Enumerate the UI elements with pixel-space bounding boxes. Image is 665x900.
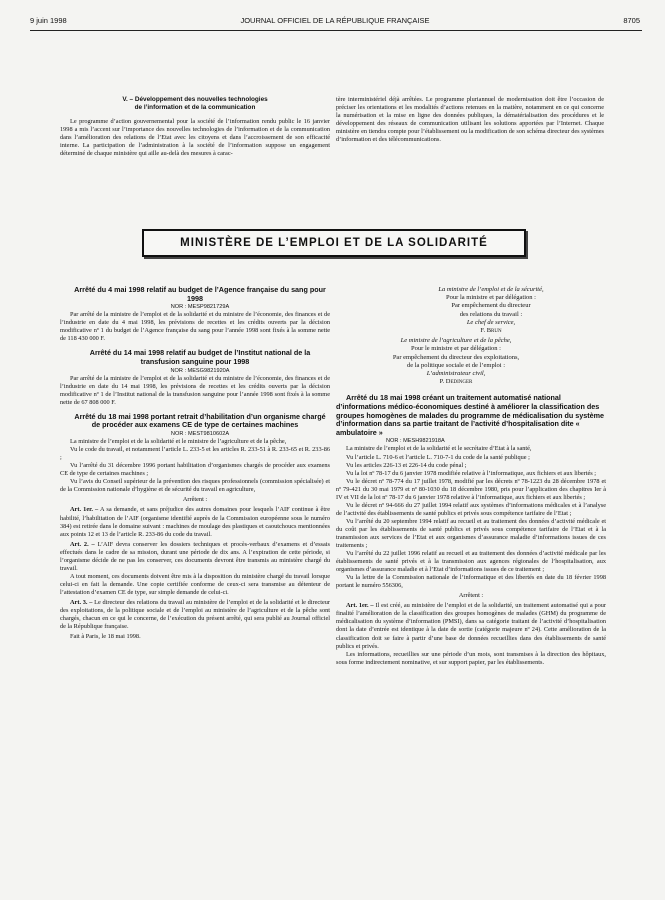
arrete-1-title: Arrêté du 4 mai 1998 relatif au budget de l’Agence française du sang pour 1998: [74, 285, 326, 303]
header-journal: JOURNAL OFFICIEL DE LA RÉPUBLIQUE FRANÇAISE: [240, 16, 430, 25]
article-1-para: Les informations, recueillies sur une période d’un mois, sont transmises à la direction des hôpitaux, sous forme indirectement nominative, et sur support papier, par les établissements.: [336, 650, 606, 666]
ministry-banner: MINISTÈRE DE L’EMPLOI ET DE LA SOLIDARITÉ: [142, 229, 526, 257]
right-column: [336, 286, 606, 667]
article-1-label: Art. 1er. –: [70, 506, 99, 514]
article-2-para: A tout moment, ces documents doivent être mis à la disposition du ministère chargé du travail lorsque celui-ci en fait la demande. Une copie certifiée conforme de ceux-ci sera transmise au détenteur de l’attestation d’examen CE de type, sur simple demande de celui-ci.: [60, 572, 330, 596]
page-header: [30, 16, 640, 30]
arrete-3-para: La ministre de l’emploi et de la solidarité et le ministre de l’agriculture et de la pêche,: [70, 438, 287, 446]
signature-line: Par empêchement du directeur: [451, 302, 531, 310]
signature-block-2: [336, 337, 606, 386]
arrete-2-title: Arrêté du 14 mai 1998 relatif au budget de l’Institut national de la transfusion sanguine pour 1998: [89, 348, 311, 367]
article-1-text: Il est créé, au ministère de l’emploi et de la solidarité, un traitement automatisé qui a pour finalité l’amélioration de la classification des groupes homogènes de malades (GHM) du programme de médicalisation du système d’information (PMSI), dans sa catégorie traitant de l’activité d’hospitalisation dont la date d’entrée est identique à la date de sortie (catégorie majeure nº 24). Cette amélioration de la classification doit se faire à partir d’une base de données recueillies dans des établissements de santé publics et privés.: [336, 602, 607, 650]
signature-role-text: Le ministre de l’agriculture et de la pêche,: [400, 337, 512, 345]
signature-line: [366, 319, 606, 327]
arrete-3-para: Vu l’avis du Conseil supérieur de la prévention des risques professionnels (commission spécialisée) et de la Commission nationale d’hygiène et de sécurité du travail en agriculture,: [60, 478, 330, 494]
arrete-2-text: Par arrêté de la ministre de l’emploi et de la solidarité et du ministre de l’économie, des finances et de l’industrie en date du 14 mai 1998, les prévisions de recettes et les crédits ouverts par la décision modificative nº 1 de l’Institut national de la transfusion sanguine pour l’année 1998 sont fixés à la somme nette de 67 808 000 F.: [60, 374, 330, 406]
arrete-3-title: Arrêté du 18 mai 1998 portant retrait d’habilitation d’un organisme chargé de procéder aux examens CE de type de certaines machines: [74, 411, 326, 430]
arrete-2-nor: NOR : MESG9821920A: [170, 367, 230, 374]
top-left-paragraph: Le programme d’action gouvernemental pour la société de l’information rendu public le 16 janvier 1998 a mis l’accent sur l’importance des nouvelles technologies de l’information et de la communication dans l’amélioration des relations de l’Etat avec les citoyens et dans l’accroissement de son efficacité interne. La participation de l’administration à la société de l’information suppose un engagement déterminé de chaque ministère qui aille au-delà des mesures à carac-: [60, 118, 330, 158]
arrete-4-para: Vu la loi nº 78-17 du 6 janvier 1978 modifiée relative à l’informatique, aux fichiers et aux libertés ;: [346, 469, 597, 477]
signature-block-1: [336, 286, 606, 335]
arrete-4-para: Vu le décret nº 78-774 du 17 juillet 1978, modifié par les décrets nº 78-1223 du 28 décembre 1978 et nº 79-421 du 30 mai 1979 et nº 80-1030 du 18 décembre 1980, pris pour l’application des chapitres Ier à IV et VII de la loi nº 78-17 du 6 janvier 1978 relative à l’informatique, aux fichiers et aux libertés ;: [336, 477, 606, 501]
top-right-paragraph: tère interministériel déjà arrêtées. Le programme pluriannuel de modernisation doit être l’occasion de préciser les orientations et les modalités d’actions retenues en la matière, notamment en ce qui concerne la numérisation et la mise en ligne des données publiques, la dématérialisation des procédures et le développement des réseaux de communication utilisant les solutions apportées par l’Internet. Chaque ministère en tiendra compte pour l’établissement ou la modification de son schéma directeur des systèmes d’information et des télécommunications.: [336, 96, 604, 144]
arrete-4-para: Vu la lettre de la Commission nationale de l’informatique et des libertés en date du 18 février 1998 portant le numéro 556306,: [336, 574, 606, 590]
arrete-4-para: Vu les articles 226-13 et 226-14 du code pénal ;: [346, 461, 467, 469]
article-3-text: Le directeur des relations du travail au ministère de l’emploi et de la solidarité et le directeur des exploitations, de la politique sociale et de l’emploi au ministère de l’agriculture et de la pêche sont chargés, chacun en ce qui le concerne, de l’exécution du présent arrêté, qui sera publié au Journal officiel de la République française.: [60, 598, 330, 631]
signature-line: [336, 370, 566, 378]
arrete-3-para: Vu l’arrêté du 31 décembre 1996 portant habilitation d’organismes chargés de procéder aux examens CE de type de certaines machines ;: [60, 462, 330, 478]
arrete-1-text: Par arrêté de la ministre de l’emploi et de la solidarité et du ministre de l’économie, des finances et de l’industrie en date du 4 mai 1998, les prévisions de recettes et les crédits ouverts par la décision modificative nº 1 du budget de l’Agence française du sang pour l’année 1998 sont fixés à la somme nette de 118 430 000 F.: [60, 311, 330, 343]
arrete-4-para: La ministre de l’emploi et de la solidarité et le secrétaire d’Etat à la santé,: [346, 445, 532, 453]
article-2: [60, 541, 330, 573]
signature-line: Pour la ministre et par délégation :: [446, 294, 536, 302]
section-title: [60, 96, 330, 112]
section-title-line-1: V. – Développement des nouvelles technologies: [122, 96, 268, 103]
arretent-heading: Arrêtent :: [182, 496, 208, 504]
article-2-text: L’AIF devra conserver les dossiers techniques et procès-verbaux d’examens et d’essais effectués dans le cadre de sa mission, durant une période de dix ans. A l’expiration de cette période, si l’organisme décide de ne pas les conserver, ces documents devront être transmis au ministère chargé du travail.: [60, 540, 330, 572]
arrete-4-para: Vu le décret nº 94-666 du 27 juillet 1994 relatif aux systèmes d’informations médicales et à l’analyse de l’activité des établissements de santé publics et privés sous compétence tarifaire de l’Etat ;: [336, 501, 606, 517]
arrete-1-nor: NOR : MESP9821729A: [170, 304, 230, 311]
signature-line: des relations du travail :: [459, 310, 523, 318]
signature-line: de la politique sociale et de l’emploi :: [406, 361, 505, 369]
signature-role: [336, 337, 566, 345]
signature-name: P. Dedinger: [439, 378, 473, 386]
left-column: [60, 286, 330, 641]
article-1: [60, 506, 330, 538]
arrete-4-title: Arrêté du 18 mai 1998 créant un traitement automatisé national d’informations médico-économiques destiné à améliorer la classification des groupes homogènes de malades du programme de médicalisation du système d’information dans sa partie traitant de l’activité d’hospitalisation dite « ambulatoire »: [336, 393, 605, 437]
header-rule: [30, 30, 642, 31]
arrete-4-nor: NOR : MESH9821918A: [386, 438, 445, 445]
signature-role-text: La ministre de l’emploi et de la sécurité,: [438, 286, 544, 293]
arrete-4-para: Vu l’arrêté du 20 septembre 1994 relatif au recueil et au traitement des données d’activité médicale et du coût par les établissements de santé publics et privés sous compétence tarifaire de l’Etat et à la transmission aux services de l’Etat et aux organismes d’assurance maladie d’informations issues de ces traitements ;: [336, 517, 606, 550]
signature-line: Pour le ministre et par délégation :: [411, 345, 501, 353]
header-date: 9 juin 1998: [30, 16, 67, 25]
signature-title-text: L’administrateur civil,: [426, 370, 486, 378]
signature-role: [366, 286, 606, 294]
signature-line: Par empêchement du directeur des exploitations,: [392, 353, 520, 361]
article-3: [60, 599, 330, 631]
arrete-3-para: Vu le code du travail, et notamment l’article L. 233-5 et les articles R. 233-51 à R. 233-65 et R. 233-86 ;: [60, 446, 330, 462]
article-2-label: Art. 2. –: [70, 540, 95, 548]
article-3-label: Art. 3. –: [70, 598, 93, 606]
arrete-4-para: Vu l’arrêté du 22 juillet 1996 relatif au recueil et au traitement des données d’activité médicale par les établissements de santé privés et à la transmission aux agences régionales de l’hospitalisation, aux organismes d’assurance maladie et à l’Etat d’informations issues de ce traitement ;: [336, 550, 606, 574]
article-1-label: Art. 1er. –: [346, 602, 374, 610]
arretent-heading: Arrêtent :: [458, 592, 484, 600]
top-left-column: [60, 96, 330, 158]
top-right-column: [336, 96, 604, 144]
signature-name: F. Brun: [480, 327, 502, 335]
article-1-text: A sa demande, et sans préjudice des autres domaines pour lesquels l’AIF continue à être habilité, l’habilitation de l’AIF (organisme identifié auprès de la Commission européenne sous le numéro 384) est retirée dans le domaine suivant : machines de moulage des plastiques et caoutchoucs mentionnées aux points 12 et 13 de l’article R. 233-86 du code du travail.: [60, 506, 330, 538]
arrete-4-para: Vu l’article L. 710-6 et l’article L. 710-7-1 du code de la santé publique ;: [346, 453, 530, 461]
signature-title-text: Le chef de service,: [466, 318, 516, 326]
header-page-number: 8705: [623, 16, 640, 25]
fait-a-paris: Fait à Paris, le 18 mai 1998.: [70, 633, 141, 641]
arrete-3-nor: NOR : MEST9810602A: [170, 431, 230, 438]
section-title-line-2: de l’information et de la communication: [134, 104, 256, 111]
article-1: [336, 602, 606, 650]
